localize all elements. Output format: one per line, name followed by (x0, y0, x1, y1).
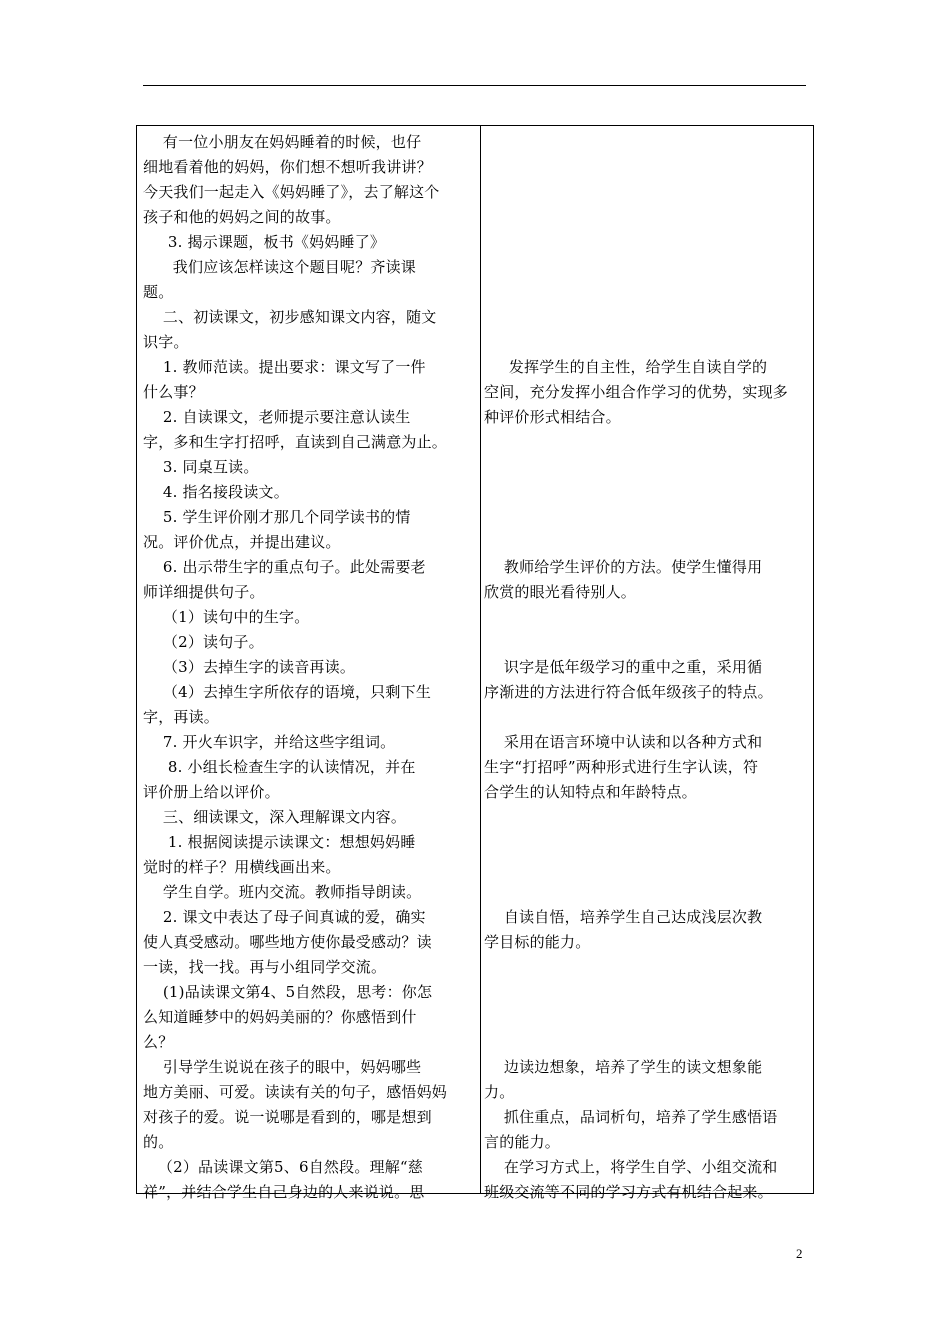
right-text-line: 发挥学生的自主性，给学生自读自学的 (484, 358, 768, 376)
left-text-line: 什么事？ (143, 383, 204, 401)
left-text-line: 觉时的样子？用横线画出来。 (143, 858, 341, 876)
right-text-line: 欣赏的眼光看待别人。 (484, 583, 637, 601)
right-text-line: 空间，充分发挥小组合作学习的优势，实现多 (484, 383, 789, 401)
left-text-line: 4. 指名接段读文。 (143, 483, 289, 501)
left-text-line: 二、初读课文，初步感知课文内容，随文 (143, 308, 437, 326)
right-text-line: 学目标的能力。 (484, 933, 591, 951)
left-text-line: 我们应该怎样读这个题目呢？齐读课 (143, 258, 417, 276)
left-text-line: 学生自学。班内交流。教师指导朗读。 (143, 883, 422, 901)
left-text-line: （3）去掉生字的读音再读。 (143, 658, 356, 676)
left-text-line: 师详细提供句子。 (143, 583, 265, 601)
left-text-line: 5. 学生评价刚才那几个同学读书的情 (143, 508, 411, 526)
header-rule (143, 85, 806, 86)
right-text-line: 种评价形式相结合。 (484, 408, 621, 426)
left-text-line: 评价册上给以评价。 (143, 783, 280, 801)
left-text-line: 地方美丽、可爱。读读有关的句子，感悟妈妈 (143, 1083, 448, 1101)
right-text-line: 抓住重点，品词析句，培养了学生感悟语 (484, 1108, 778, 1126)
column-divider (480, 126, 481, 1193)
right-text-line: 序渐进的方法进行符合低年级孩子的特点。 (484, 683, 773, 701)
right-text-line: 采用在语言环境中认读和以各种方式和 (484, 733, 763, 751)
left-text-line: 细地看着他的妈妈，你们想不想听我讲讲？ (143, 158, 432, 176)
left-text-line: （2）品读课文第5、6自然段。理解“慈 (143, 1158, 424, 1176)
left-text-line: 三、细读课文，深入理解课文内容。 (143, 808, 407, 826)
left-text-line: 使人真受感动。哪些地方使你最受感动？读 (143, 933, 432, 951)
right-text-line: 班级交流等不同的学习方式有机结合起来。 (484, 1183, 773, 1201)
left-text-line: 引导学生说说在孩子的眼中，妈妈哪些 (143, 1058, 422, 1076)
left-text-line: 况。评价优点，并提出建议。 (143, 533, 341, 551)
left-text-line: 字，再读。 (143, 708, 220, 726)
left-text-line: （2）读句子。 (143, 633, 264, 651)
left-text-line: 祥”，并结合学生自己身边的人来说说。思 (143, 1183, 425, 1201)
right-text-line: 生字“打招呼”两种形式进行生字认读，符 (484, 758, 759, 776)
lesson-plan-table (136, 125, 814, 1201)
left-text-line: 一读，找一找。再与小组同学交流。 (143, 958, 387, 976)
right-text-line: 自读自悟，培养学生自己达成浅层次教 (484, 908, 763, 926)
left-text-line: 有一位小朋友在妈妈睡着的时候，也仔 (143, 133, 422, 151)
left-text-line: 1. 教师范读。提出要求：课文写了一件 (143, 358, 426, 376)
page-number: 2 (796, 1246, 803, 1261)
left-text-line: 字，多和生字打招呼，直读到自己满意为止。 (143, 433, 448, 451)
right-text-line: 力。 (484, 1083, 515, 1101)
left-text-line: 今天我们一起走入《妈妈睡了》，去了解这个 (143, 183, 440, 201)
left-text-line: 2. 自读课文，老师提示要注意认读生 (143, 408, 411, 426)
right-text-line: 教师给学生评价的方法。使学生懂得用 (484, 558, 763, 576)
right-text-line: 在学习方式上，将学生自学、小组交流和 (484, 1158, 778, 1176)
left-text-line: （1）读句中的生字。 (143, 608, 310, 626)
left-text-line: 的。 (143, 1133, 174, 1151)
left-text-line: 识字。 (143, 333, 189, 351)
left-text-line: 1. 根据阅读提示读课文：想想妈妈睡 (143, 833, 416, 851)
left-text-line: 题。 (143, 283, 174, 301)
left-text-line: 3. 揭示课题，板书《妈妈睡了》 (143, 233, 386, 251)
right-text-line: 言的能力。 (484, 1133, 561, 1151)
right-text-line: 合学生的认知特点和年龄特点。 (484, 783, 697, 801)
right-text-line: 识字是低年级学习的重中之重，采用循 (484, 658, 763, 676)
left-text-line: 孩子和他的妈妈之间的故事。 (143, 208, 341, 226)
right-text-line: 边读边想象，培养了学生的读文想象能 (484, 1058, 763, 1076)
left-text-line: (1)品读课文第4、5自然段，思考：你怎 (143, 983, 433, 1001)
left-text-line: 7. 开火车识字，并给这些字组词。 (143, 733, 396, 751)
left-text-line: 对孩子的爱。说一说哪是看到的，哪是想到 (143, 1108, 432, 1126)
left-text-line: 8. 小组长检查生字的认读情况，并在 (143, 758, 416, 776)
left-text-line: 6. 出示带生字的重点句子。此处需要老 (143, 558, 426, 576)
left-text-line: （4）去掉生字所依存的语境，只剩下生 (143, 683, 432, 701)
left-text-line: 么知道睡梦中的妈妈美丽的？你感悟到什 (143, 1008, 417, 1026)
left-text-line: 3. 同桌互读。 (143, 458, 259, 476)
left-text-line: 2. 课文中表达了母子间真诚的爱，确实 (143, 908, 426, 926)
left-text-line: 么？ (143, 1033, 174, 1051)
